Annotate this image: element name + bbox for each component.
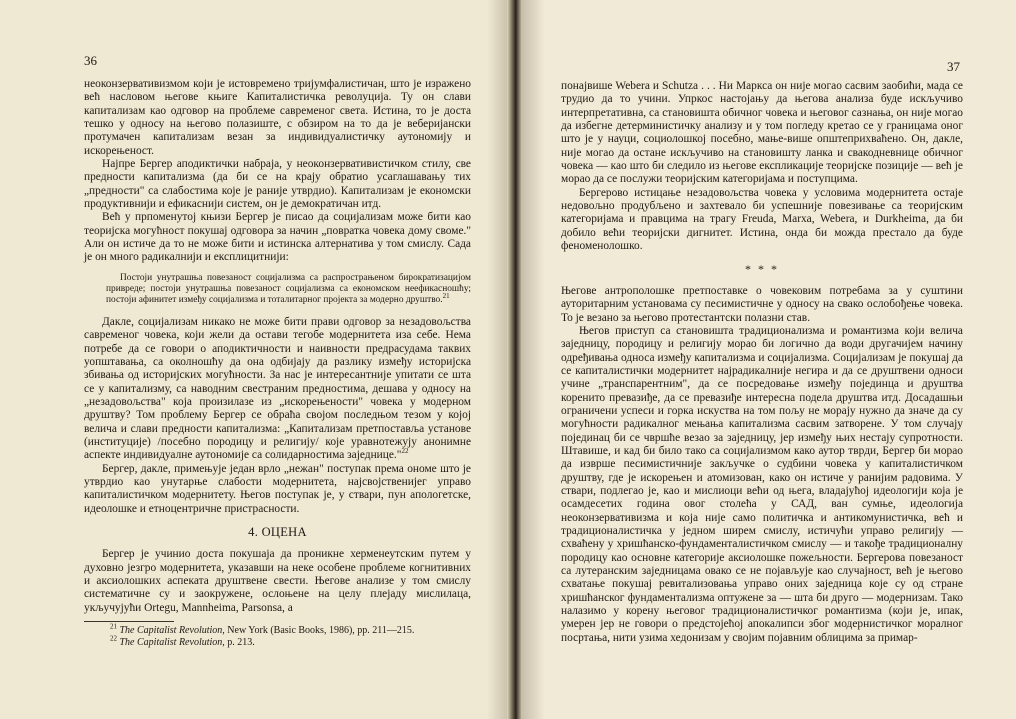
page-number-right: 37 <box>947 59 960 74</box>
right-page <box>521 0 1016 719</box>
footnote-number: 21 <box>110 622 117 631</box>
left-page-body <box>84 78 471 648</box>
footnote-text: p. 213. <box>227 636 255 648</box>
page-number-left: 36 <box>84 53 97 68</box>
footnote-ref: 21 <box>442 291 450 300</box>
block-quote <box>106 273 471 306</box>
footnote-ref: 22 <box>401 447 409 456</box>
footnote <box>84 622 471 637</box>
paragraph: Бергерово истицање незадовољства човека у условима модернитета остаје недовољно продубљено и захтевало би успешније повезивање са теоријским категоријама и правцима на трагу Freuda, Marxa, Webera, и Durkheima, да би добило већи теоријски дигнитет. Истина, онда би можда престало да буде феноменолошко. <box>561 186 963 253</box>
paragraph: Његов приступ са становишта традиционализма и романтизма који велича заједницу, породицу и религију морао би логично да води другачијем начину одређивања односа између капитализма и социјализма. Социјализам је покушај да се капиталистички модернитет најрадикалније негира и да се друштвени односи учине „транспарентним", да се посредовање између појединца и друштва коренито превазиђе, да се превазиђе интересна подела друштва итд. Досадашњи ограничени успеси и горка искуства на том пољу не морају нужно да значе да су могућности радикалног мењања капитализма сасвим затворене. У том случају појединац би се чвршће везао за заједницу, јер између њих нестају супротности. Штавише, и кад би било тако са социјализмом како аутор тврди, Бергер би морао да изврше песимистичније закључке о судбини човека у капиталистичком друштву, где је искорењен и атомизован, како он истиче у ранијим радовима. У ствари, подлегао је, као и мислиоци већи од њега, владајућој идеологији која је осамдесетих година овог столећа у САД, ван сумње, идеологија неоконзервативизма и која није само политичка и антикомунистичка, већ и традиционалистичка у једном ширем смислу, истичући управо религију — схваћену у хришћанско-фундаменталистичком смислу — и такође традиционалну породицу као основне категорије аксиолошке пожељности. Бергерова повезаност са лутеранским заједницама овако се не појављује као случајност, већ је његово схватање покушај ревитализовања управо оних заједница које су од стране хришћанског фундаментализма оптужене за — шта би друго — модернизам. Тако налазимо у корену његовог традиционалистичког романтизма (који је, ипак, умерен јер не говори о предстојећој апокалипси због модернистичког моралног посртања, нити узима хедонизам у својим појавним облицима за примар- <box>561 324 963 644</box>
paragraph: Већ у прпоменутој књизи Бергер је писао да социјализам може бити као теоријска могућност покушај одговора за начин „повратка човека дому своме." Али он истиче да то не може бити и истинска алтернатива у том смислу. Сада је он много радикалнији и експлицитнији: <box>84 211 471 264</box>
footnote-title: The Capitalist Revolution, <box>119 625 225 637</box>
paragraph: Најпре Бергер аподиктички набраја, у неоконзервативистичком стилу, све предности капитализма (да би се на крају обратио усаглашавању тих „предности" са слабостима које је раније утврдио). Капитализам је економски продуктивнији и ефикаснији систем, он је демократичан итд. <box>84 158 471 211</box>
footnote-number: 22 <box>110 634 117 643</box>
paragraph: понајвише Webera и Schutza . . . Ни Маркса он није могао сасвим заобићи, мада се трудио да то учини. Упркос настојању да његова анализа буде искључиво интерпретативна, са становишта обичног човека и његовог сазнања, он није могао да избегне детерминистичку анализу и у том погледу кретао се у границама оног што је у науци, социолошкој посебно, мање-више општеприхваћено. Он, дакле, није могао да остане искључиво на становишту ланка и свакодневнице обичног човека — као што би следило из његове експликације теоријске позиције — већ је морао да се послужи теоријским категоријама и поступцима. <box>561 80 963 186</box>
block-quote-text: Постоји унутрашња повезаност социјализма са распрострањеном бирократизацијом привреде; постоји унутрашња повезаност социјализма са економском неефикасношћу; постоји афинитет између социјализма и тоталитарног пројекта за модерно друштво. <box>106 272 471 305</box>
footnote-text: New York (Basic Books, 1986), pp. 211—215. <box>227 625 415 637</box>
paragraph-text: Дакле, социјализам никако не може бити прави одговор за незадовољства савременог човека, који жели да остави тегобе модернитета иза себе. Нема потребе да се говори о аподиктичности и наивности предрасудама таквих уопштавања, са околношћу да она одбијају да разлику између историјска збивања од историјских могућности. За нас је интересантније упитати се шта се у капитализму, са наводним свестраним предностима, дешава у односу на „незадовољства" која произилазе из „искорењености" човека у модерном друштву? Том проблему Бергер се обраћа својом последњом тезом у којој велича и слави предности капитализма: „Капитализам претпоставља установе (институције) /посебно породицу и религију/ које уравнотежују анонимне аспекте индивидуалне аутономије са солидарностима заједнице." <box>84 315 471 462</box>
footnotes <box>84 622 471 648</box>
section-separator: * * * <box>745 262 779 277</box>
section-heading: 4. ОЦЕНА <box>248 524 307 539</box>
footnote-title: The Capitalist Revolution, <box>119 636 225 648</box>
paragraph: Бергер је учинио доста покушаја да проникне херменеутским путем у духовно језгро модернитета, указавши на неке особене проблеме когнитивних и аксиолошких аспеката друштвене свести. Његове анализе у том смислу систематичне су и заокружене, ослоњене на целу плејаду мислилаца, укључујући Ortegu, Mannheima, Parsonsa, a <box>84 548 471 614</box>
footnote <box>84 634 471 649</box>
paragraph: неоконзервативизмом који је истовремено тријумфалистичан, што је изражено већ насловом његове књиге Капиталистичка револуција. Ту он слави капитализам као одговор на проблеме савременог света. Истина, то је доста тешко у односу на његово полазиште, с обзиром на то да је веберијански протумачен капитализам везан за индивидуалистичку аутономију и искорењеност. <box>84 78 471 157</box>
paragraph: Бергер, дакле, примењује један врло „нежан" поступак према ономе што је утврдио као унутарње слабости модернитета, најсвојственијег управо капиталистичком модернитету. Његов поступак је, у ствари, пун апологетске, идеолошке и етноцентричне пристрасности. <box>84 462 471 515</box>
paragraph <box>84 316 471 463</box>
footnote-divider <box>84 621 174 622</box>
paragraph: Његове антрополошке претпоставке о човековим потребама за у суштини ауторитарним установама су песимистичне у односу на свако ослобођење човека. То је везано за његово протестантски полазни став. <box>561 284 963 324</box>
spine-shadow <box>521 0 545 719</box>
right-page-body <box>561 80 963 645</box>
